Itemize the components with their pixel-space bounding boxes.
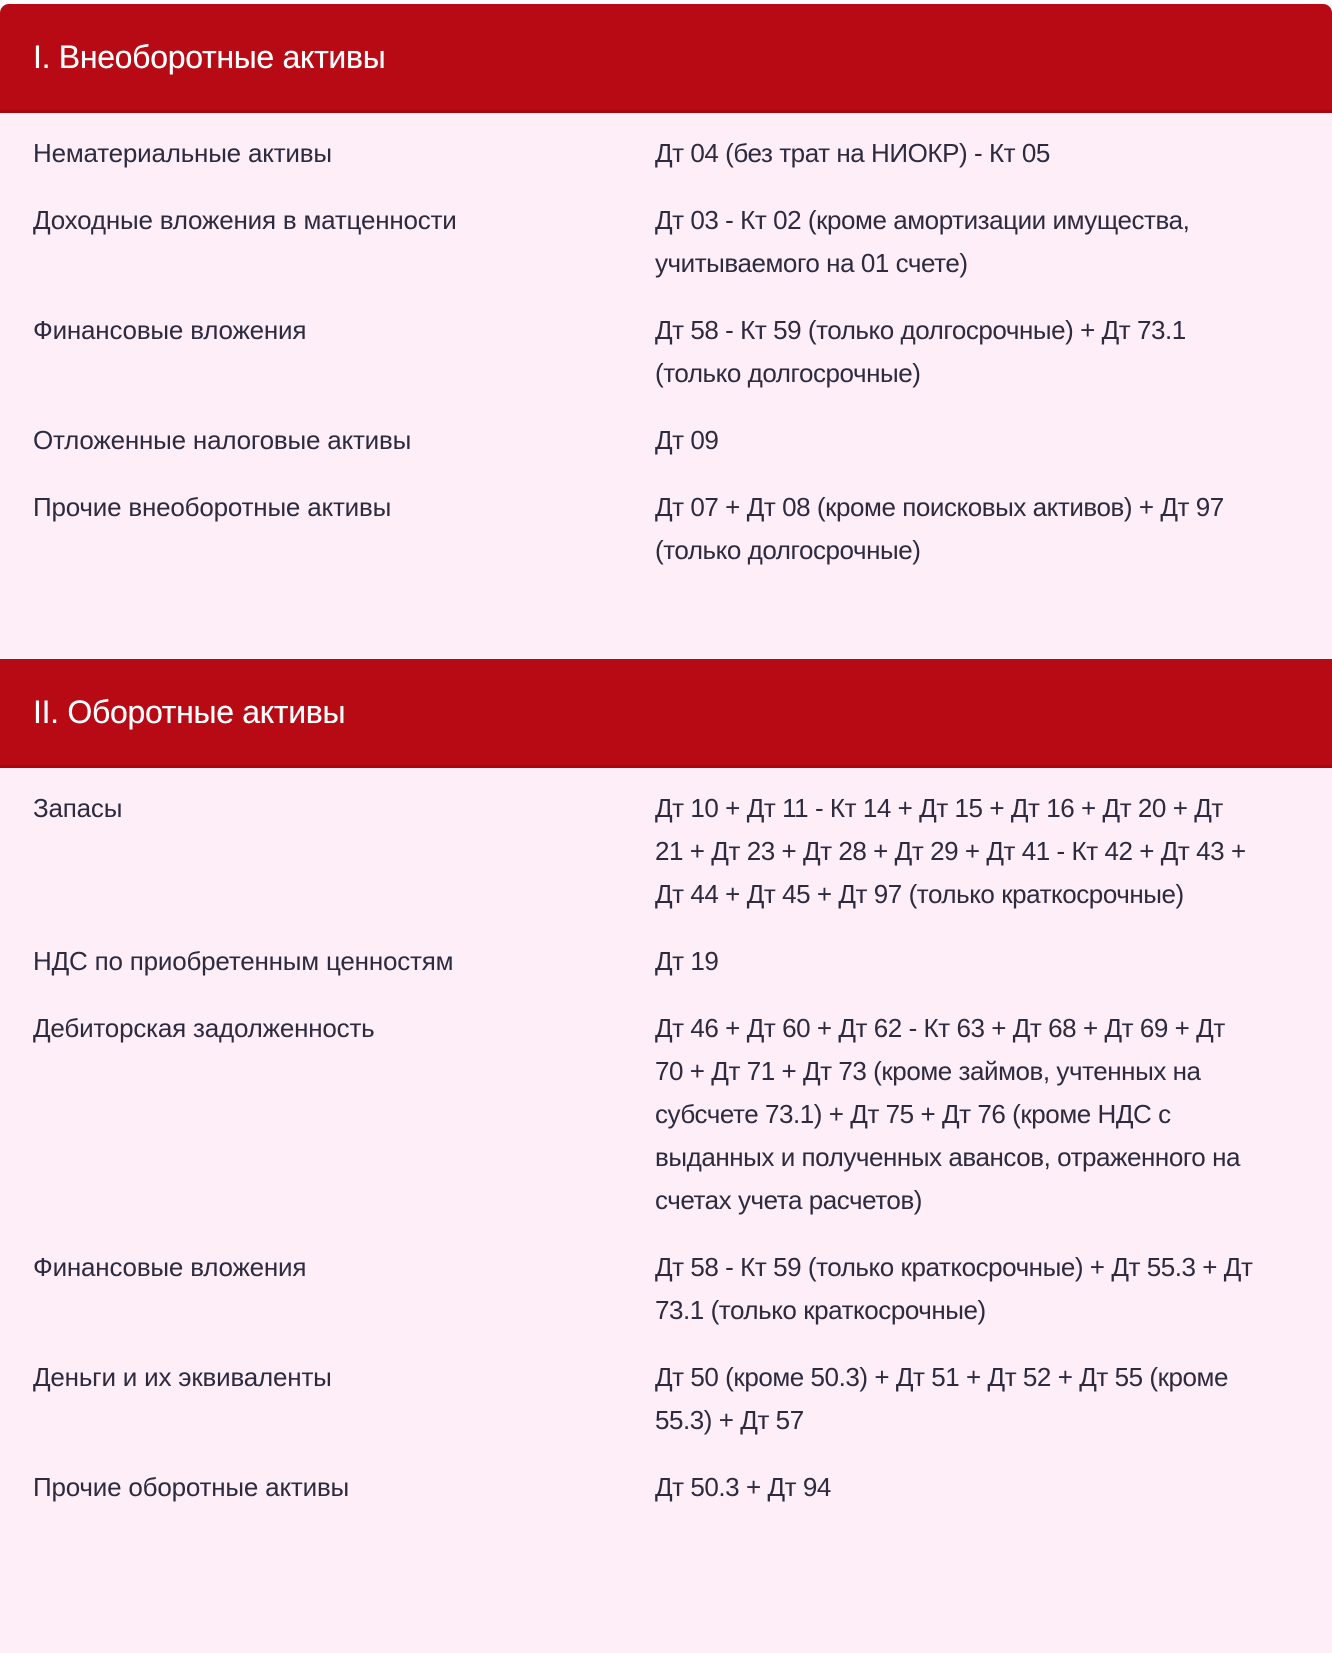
row-formula: Дт 19 [655,946,719,976]
row-label: Отложенные налоговые активы [33,425,412,455]
row-label: Доходные вложения в матценности [33,205,457,235]
section-rows [0,768,1332,1509]
table-row [0,199,1332,285]
table-row [0,787,1332,916]
row-formula: Дт 10 + Дт 11 - Кт 14 + Дт 15 + Дт 16 + Дт 20 + Дт 21 + Дт 23 + Дт 28 + Дт 29 + Дт 41 - Кт 42 + Дт 43 + Дт 44 + Дт 45 + Дт 97 (только краткосрочные) [655,793,1246,909]
row-formula: Дт 09 [655,425,719,455]
row-label: Деньги и их эквиваленты [33,1362,332,1392]
row-label: Финансовые вложения [33,315,307,345]
section-noncurrent-assets [0,4,1332,659]
row-formula: Дт 03 - Кт 02 (кроме амортизации имущества, учитываемого на 01 счете) [655,205,1190,278]
table-row [0,1466,1332,1509]
row-formula: Дт 50 (кроме 50.3) + Дт 51 + Дт 52 + Дт 55 (кроме 55.3) + Дт 57 [655,1362,1228,1435]
table-row [0,132,1332,175]
row-label: Нематериальные активы [33,138,332,168]
row-formula: Дт 46 + Дт 60 + Дт 62 - Кт 63 + Дт 68 + Дт 69 + Дт 70 + Дт 71 + Дт 73 (кроме займов, учтенных на субсчете 73.1) + Дт 75 + Дт 76 (кроме НДС с выданных и полученных авансов, отраженного на счетах учета расчетов) [655,1013,1240,1215]
row-formula: Дт 04 (без трат на НИОКР) - Кт 05 [655,138,1050,168]
row-label: Финансовые вложения [33,1252,307,1282]
section-header [0,659,1332,768]
row-label: Прочие оборотные активы [33,1472,350,1502]
table-row [0,1007,1332,1222]
table-row [0,1246,1332,1332]
row-label: Дебиторская задолженность [33,1013,375,1043]
section-header [0,4,1332,113]
table-row [0,309,1332,395]
row-formula: Дт 58 - Кт 59 (только долгосрочные) + Дт 73.1 (только долгосрочные) [655,315,1186,388]
section-title: I. Внеоборотные активы [33,38,386,75]
row-label: Запасы [33,793,123,823]
table-row [0,940,1332,983]
table-row [0,419,1332,462]
row-label: НДС по приобретенным ценностям [33,946,454,976]
row-label: Прочие внеоборотные активы [33,492,392,522]
table-row [0,1356,1332,1442]
section-title: II. Оборотные активы [33,693,346,730]
row-formula: Дт 07 + Дт 08 (кроме поисковых активов) + Дт 97 (только долгосрочные) [655,492,1224,565]
balance-sheet-mapping [0,4,1332,1653]
row-formula: Дт 58 - Кт 59 (только краткосрочные) + Дт 55.3 + Дт 73.1 (только краткосрочные) [655,1252,1253,1325]
section-current-assets [0,659,1332,1509]
row-formula: Дт 50.3 + Дт 94 [655,1472,831,1502]
section-rows [0,113,1332,659]
table-row [0,486,1332,572]
